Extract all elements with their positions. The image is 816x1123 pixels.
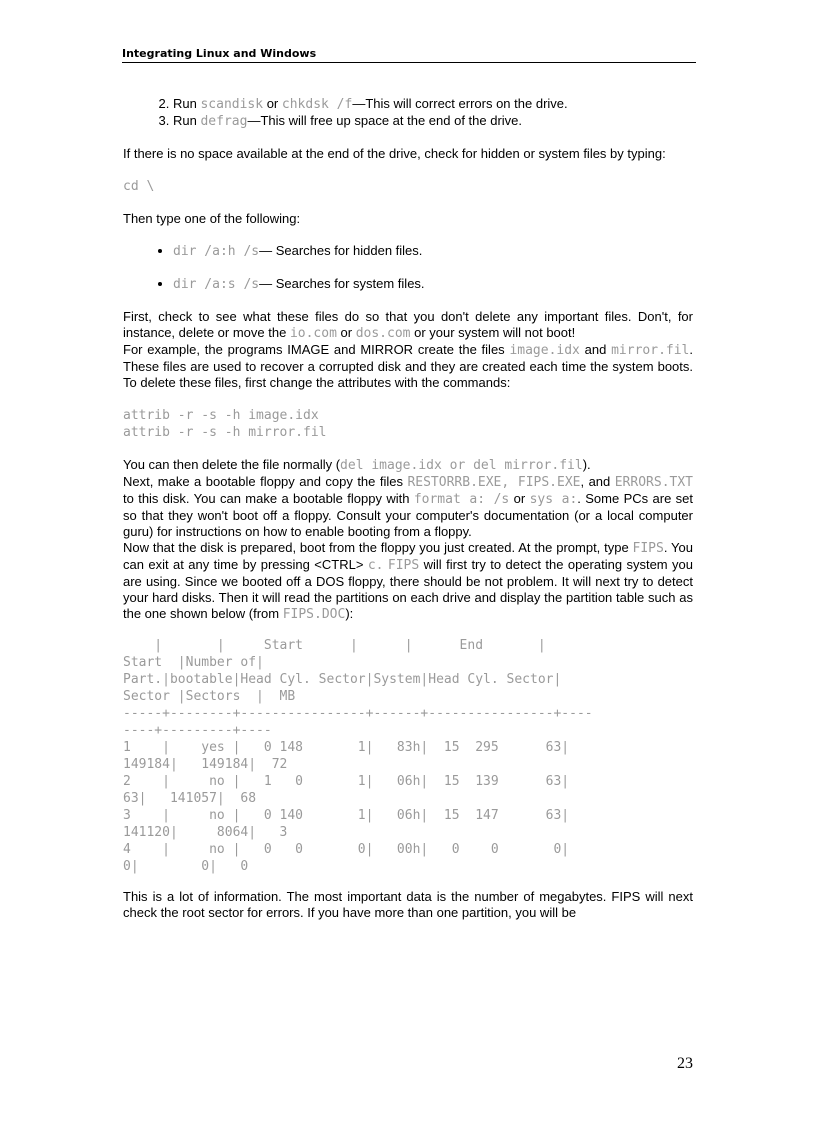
list-item: 3. Run defrag—This will free up space at the end of the drive. xyxy=(173,113,693,130)
paragraph: You can then delete the file normally (del image.idx or del mirror.fil). xyxy=(123,457,591,473)
list-item: • dir /a:h /s— Searches for hidden files. xyxy=(173,243,693,260)
inline-code: RESTORRB.EXE, FIPS.EXE xyxy=(407,475,581,490)
paragraph: Next, make a bootable floppy and copy the files RESTORRB.EXE, FIPS.EXE, and ERRORS.TXT to this disk. You can make a bootable floppy with format a: /s or sys a:. Some PCs are set so that they won't boot off a floppy. Consult your computer's documentation (or a local computer guru) for instructions on how to enable booting from a floppy. xyxy=(123,474,694,539)
inline-code: format a: /s xyxy=(413,492,510,507)
inline-code: FIPS.DOC xyxy=(282,607,346,622)
inline-code: ERRORS.TXT xyxy=(614,475,694,490)
list-item: • dir /a:s /s— Searches for system files. xyxy=(173,276,693,293)
inline-code: chkdsk /f xyxy=(281,97,353,112)
inline-code: defrag xyxy=(200,114,248,129)
inline-code: dir /a:s /s xyxy=(173,277,260,292)
inline-code: dos.com xyxy=(355,326,411,341)
inline-code: scandisk xyxy=(200,97,264,112)
bullet-list xyxy=(123,243,693,293)
inline-code: dir /a:h /s xyxy=(173,244,260,259)
inline-code: mirror.fil xyxy=(611,343,690,358)
page-body xyxy=(123,96,693,921)
numbered-steps xyxy=(123,96,693,130)
inline-code: io.com xyxy=(289,326,337,341)
inline-code: c. xyxy=(367,558,384,573)
inline-code: sys a: xyxy=(529,492,578,507)
inline-code: del image.idx or del mirror.fil xyxy=(340,458,583,473)
page-number: 23 xyxy=(677,1055,693,1072)
paragraph: Now that the disk is prepared, boot from the floppy you just created. At the prompt, type FIPS. You can exit at any time by pressing <CTRL> c. FIPS will first try to detect the operating system you are using. Since we booted off a DOS floppy, there should be not problem. It will next try to detect your hard disks. Then it will read the partitions on each drive and display the partition table such as the one shown below (from FIPS.DOC): xyxy=(123,540,693,622)
code-block: cd \ xyxy=(123,179,155,194)
paragraph: For example, the programs IMAGE and MIRROR create the files image.idx and mirror.fil. These files are used to recover a corrupted disk and they are created each time the system boots. To delete these files, first change the attributes with the commands: xyxy=(123,342,694,390)
running-header: Integrating Linux and Windows xyxy=(122,47,696,63)
code-block: attrib -r -s -h image.idx attrib -r -s -h mirror.fil xyxy=(123,408,327,440)
partition-table: | | Start | | End | Start |Number of| Part.|bootable|Head Cyl. Sector|System|Head Cyl. Sector| Sector |Sectors | MB -----+--------+----------------+------+----------------+---- ----+---------+---- 1 | yes | 0 148 1| 83h| 15 295 63| 149184| 149184| 72 2 | no | 1 0 1| 06h| 15 139 63| 63| 141057| 68 3 | no | 0 140 1| 06h| 15 147 63| 141120| 8064| 3 4 | no | 0 0 0| 00h| 0 0 0| 0| 0| 0 xyxy=(123,638,593,874)
list-item: 2. Run scandisk or chkdsk /f—This will correct errors on the drive. xyxy=(173,96,693,113)
inline-code: FIPS xyxy=(632,541,664,556)
inline-code: FIPS xyxy=(387,558,420,573)
paragraph: This is a lot of information. The most important data is the number of megabytes. FIPS will next check the root sector for errors. If you have more than one partition, you will be xyxy=(123,889,693,920)
paragraph: Then type one of the following: xyxy=(123,211,301,226)
paragraph: If there is no space available at the end of the drive, check for hidden or system files by typing: xyxy=(123,146,666,161)
paragraph: First, check to see what these files do so that you don't delete any important files. Don't, for instance, delete or move the io.com or dos.com or your system will not boot! xyxy=(123,309,693,341)
inline-code: image.idx xyxy=(509,343,580,358)
